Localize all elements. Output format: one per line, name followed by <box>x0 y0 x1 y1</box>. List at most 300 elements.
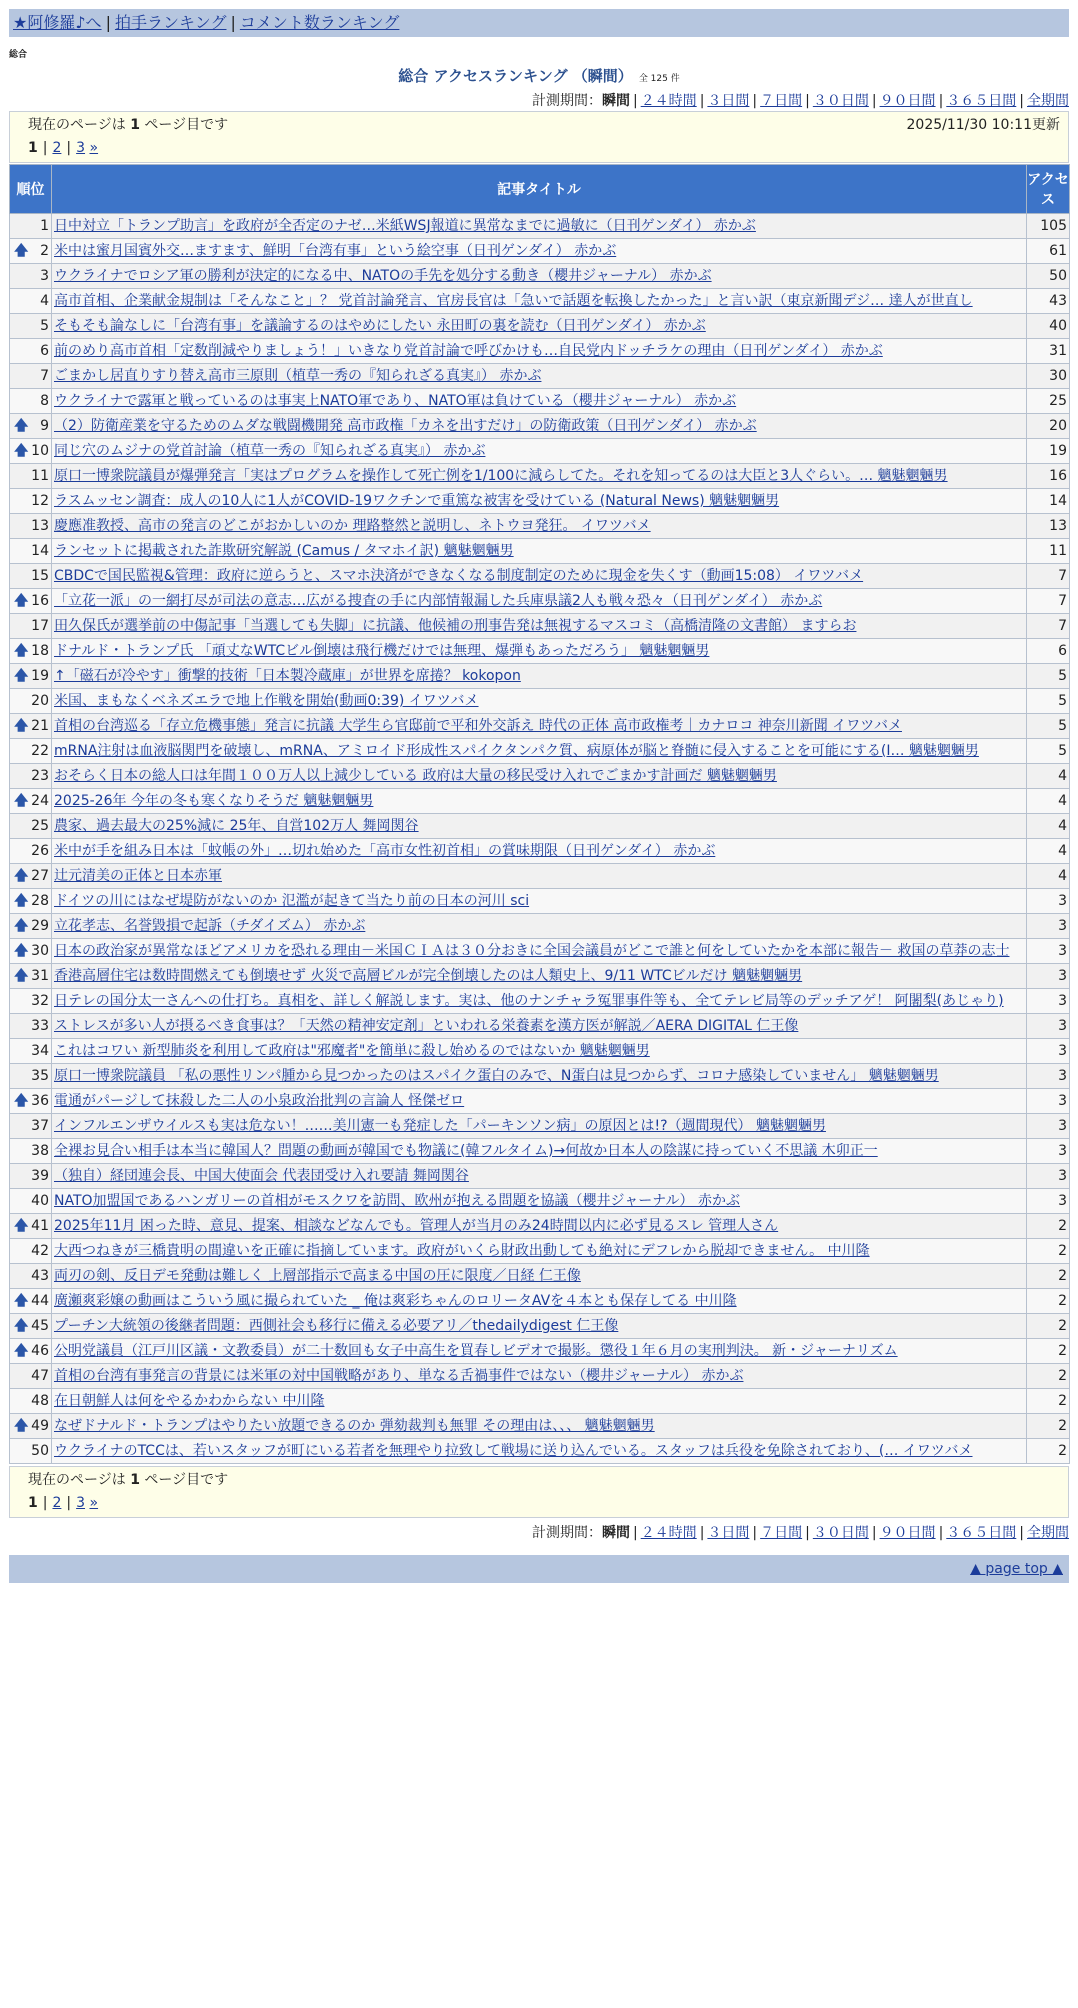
rank-number: 43 <box>31 1268 49 1284</box>
table-row <box>10 514 1070 539</box>
table-row <box>10 1389 1070 1414</box>
article-link[interactable]: これはコワい 新型肺炎を利用して政府は"邪魔者"を簡単に殺し始めるのではないか 魑魅魍魎男 <box>54 1043 650 1059</box>
clap-ranking-link[interactable]: 拍手ランキング <box>114 13 227 32</box>
page-status-top <box>9 111 1069 163</box>
up-arrow-icon: 🡅 <box>14 668 29 684</box>
article-link[interactable]: 辻元清美の正体と日本赤軍 <box>54 868 222 884</box>
article-link[interactable]: 慶應准教授、高市の発言のどこがおかしいのか 理路整然と説明し、ネトウヨ発狂。 イワツバメ <box>54 518 651 534</box>
access-count: 5 <box>1027 714 1070 739</box>
title-cell <box>52 1114 1027 1139</box>
category-label: 総合 <box>9 50 28 60</box>
access-count: 7 <box>1027 564 1070 589</box>
up-arrow-icon: 🡅 <box>14 893 29 909</box>
article-link[interactable]: 香港高層住宅は数時間燃えても倒壊せず 火災で高層ビルが完全倒壊したのは人類史上、9/11 WTCビルだけ 魑魅魍魎男 <box>54 968 803 984</box>
rank-cell <box>10 1139 52 1164</box>
article-link[interactable]: なぜドナルド・トランプはやりたい放題できるのか 弾劾裁判も無罪 その理由は、、、 魑魅魍魎男 <box>54 1418 655 1434</box>
table-row <box>10 1214 1070 1239</box>
access-count: 61 <box>1027 239 1070 264</box>
rank-number: 28 <box>31 893 49 909</box>
table-row <box>10 489 1070 514</box>
article-link[interactable]: 「立花一派」の一網打尽が司法の意志…広がる捜査の手に内部情報漏した兵庫県議2人も戦々恐々（日刊ゲンダイ） 赤かぶ <box>54 593 823 609</box>
table-row <box>10 289 1070 314</box>
title-cell <box>52 1439 1027 1464</box>
rank-number: 39 <box>31 1168 49 1184</box>
period-option-7[interactable]: 全期間 <box>1027 1525 1069 1541</box>
page-title: 総合 アクセスランキング （瞬間） <box>398 67 633 85</box>
table-row <box>10 839 1070 864</box>
rank-number: 33 <box>31 1018 49 1034</box>
access-count: 20 <box>1027 414 1070 439</box>
page-top-link[interactable]: ▲ page top ▲ <box>970 1561 1063 1577</box>
access-count: 5 <box>1027 739 1070 764</box>
up-arrow-icon: 🡅 <box>14 1418 29 1434</box>
title-cell <box>52 414 1027 439</box>
access-count: 2 <box>1027 1389 1070 1414</box>
rank-number: 21 <box>31 718 49 734</box>
article-link[interactable]: 米国、まもなくベネズエラで地上作戦を開始(動画0:39) イワツバメ <box>54 693 479 709</box>
page-status-bottom <box>9 1466 1069 1518</box>
table-row <box>10 939 1070 964</box>
pager-next-link[interactable]: » <box>89 1495 99 1511</box>
rank-cell <box>10 1314 52 1339</box>
table-row <box>10 614 1070 639</box>
rank-number: 20 <box>31 693 49 709</box>
access-count: 4 <box>1027 764 1070 789</box>
rank-cell <box>10 1414 52 1439</box>
rank-cell <box>10 1264 52 1289</box>
access-count: 2 <box>1027 1289 1070 1314</box>
article-link[interactable]: 廣瀬爽彩嬢の動画はこういう風に撮られていた _ 俺は爽彩ちゃんのロリータAVを４本とも保存してる 中川隆 <box>54 1293 737 1309</box>
article-link[interactable]: 首相の台湾巡る「存立危機事態」発言に抗議 大学生ら官邸前で平和外交訴え 時代の正体 高市政権考｜カナロコ 神奈川新聞 イワツバメ <box>54 718 902 734</box>
rank-cell <box>10 889 52 914</box>
table-row <box>10 589 1070 614</box>
period-option-2[interactable]: ３日間 <box>707 1525 750 1541</box>
article-link[interactable]: 日中対立「トランプ助言」を政府が全否定のナゼ…米紙WSJ報道に異常なまでに過敏に（日刊ゲンダイ） 赤かぶ <box>54 218 756 234</box>
up-arrow-icon: 🡅 <box>14 1293 29 1309</box>
article-link[interactable]: 高市首相、企業献金規制は「そんなこと」？ 党首討論発言、官房長官は「急いで話題を転換したかった」と言い訳（東京新聞デジ… 達人が世直し <box>54 293 973 309</box>
rank-number: 19 <box>31 668 49 684</box>
rank-number: 8 <box>40 393 49 409</box>
rank-cell <box>10 1189 52 1214</box>
access-count: 4 <box>1027 864 1070 889</box>
table-row <box>10 764 1070 789</box>
access-count: 105 <box>1027 214 1070 239</box>
title-cell <box>52 364 1027 389</box>
article-link[interactable]: 米中が手を組み日本は「蚊帳の外」…切れ始めた「高市女性初首相」の賞味期限（日刊ゲンダイ） 赤かぶ <box>54 843 716 859</box>
rank-number: 1 <box>40 218 49 234</box>
rank-cell <box>10 539 52 564</box>
rank-number: 24 <box>31 793 49 809</box>
rank-number: 34 <box>31 1043 49 1059</box>
title-cell <box>52 1364 1027 1389</box>
pager-page-3[interactable]: 3 <box>76 1495 86 1511</box>
rank-cell <box>10 689 52 714</box>
article-link[interactable]: 在日朝鮮人は何をやるかわからない 中川隆 <box>54 1393 325 1409</box>
separator: | <box>1019 93 1024 109</box>
access-count: 3 <box>1027 1164 1070 1189</box>
access-count: 3 <box>1027 914 1070 939</box>
access-count: 2 <box>1027 1414 1070 1439</box>
rank-cell <box>10 1089 52 1114</box>
separator: | <box>66 1495 72 1511</box>
title-cell <box>52 864 1027 889</box>
access-count: 3 <box>1027 939 1070 964</box>
table-row <box>10 1414 1070 1439</box>
period-option-1[interactable]: ２４時間 <box>640 93 697 109</box>
access-count: 50 <box>1027 264 1070 289</box>
title-cell <box>52 964 1027 989</box>
rank-cell <box>10 239 52 264</box>
total-count: 全 125 件 <box>638 74 680 84</box>
rank-number: 37 <box>31 1118 49 1134</box>
article-link[interactable]: ↑「磁石が冷やす」衝撃的技術「日本製冷蔵庫」が世界を席捲？ kokopon <box>54 668 521 684</box>
period-current: 瞬間 <box>601 1525 630 1541</box>
separator: | <box>632 1525 638 1541</box>
rank-cell <box>10 339 52 364</box>
article-link[interactable]: （独自）経団連会長、中国大使面会 代表団受け入れ要請 舞岡関谷 <box>54 1168 469 1184</box>
rank-number: 10 <box>31 443 49 459</box>
article-link[interactable]: （2）防衛産業を守るためのムダな戦闘機開発 高市政権「カネを出すだけ」の防衛政策（日刊ゲンダイ） 赤かぶ <box>54 418 757 434</box>
title-cell <box>52 914 1027 939</box>
comment-ranking-link[interactable]: コメント数ランキング <box>239 13 400 32</box>
rank-number: 17 <box>31 618 49 634</box>
table-row <box>10 439 1070 464</box>
period-option-4[interactable]: ３０日間 <box>812 1525 869 1541</box>
title-cell <box>52 789 1027 814</box>
rank-cell <box>10 514 52 539</box>
article-link[interactable]: そもそも論なしに「台湾有事」を議論するのはやめにしたい 永田町の裏を読む（日刊ゲンダイ） 赤かぶ <box>54 318 706 334</box>
access-count: 43 <box>1027 289 1070 314</box>
title-cell <box>52 1389 1027 1414</box>
article-link[interactable]: 全裸お見合い相手は本当に韓国人？問題の動画が韓国でも物議に(韓フルタイム)→何故か日本人の陰謀に持っていく不思議 木卯正一 <box>54 1143 878 1159</box>
article-link[interactable]: 農家、過去最大の25%減に 25年、自営102万人 舞岡関谷 <box>54 818 419 834</box>
rank-cell <box>10 1289 52 1314</box>
table-row <box>10 464 1070 489</box>
title-cell <box>52 314 1027 339</box>
title-cell <box>52 814 1027 839</box>
table-row <box>10 1239 1070 1264</box>
rank-cell <box>10 1389 52 1414</box>
table-row <box>10 739 1070 764</box>
up-arrow-icon: 🡅 <box>14 968 29 984</box>
period-label: 計測期間： <box>531 1525 602 1541</box>
rank-cell <box>10 714 52 739</box>
up-arrow-icon: 🡅 <box>14 1093 29 1109</box>
pagination-bottom <box>28 1491 1060 1515</box>
table-row <box>10 964 1070 989</box>
access-count: 3 <box>1027 1189 1070 1214</box>
title-cell <box>52 614 1027 639</box>
rank-column-header: 順位 <box>10 165 52 214</box>
article-link[interactable]: 公明党議員（江戸川区議・文教委員）が二十数回も女子中高生を買春しビデオで撮影。懲役１年６月の実刑判決。 新・ジャーナリズム <box>54 1343 898 1359</box>
title-cell <box>52 664 1027 689</box>
article-link[interactable]: ウクライナのTCCは、若いスタッフが町にいる若者を無理やり拉致して戦場に送り込んでいる。スタッフは兵役を免除されており、(… イワツバメ <box>54 1443 973 1459</box>
article-link[interactable]: 原口一博衆院議員 「私の悪性リンパ腫から見つかったのはスパイク蛋白のみで、N蛋白は見つからず、コロナ感染していません」 魑魅魍魎男 <box>54 1068 939 1084</box>
top-nav-bar: ★阿修羅♪へ | 拍手ランキング | コメント数ランキング <box>9 9 1069 37</box>
article-link[interactable]: 同じ穴のムジナの党首討論（植草一秀の『知られざる真実』） 赤かぶ <box>54 443 486 459</box>
rank-number: 15 <box>31 568 49 584</box>
up-arrow-icon: 🡅 <box>14 1343 29 1359</box>
article-link[interactable]: ストレスが多い人が摂るべき食事は？「天然の精神安定剤」といわれる栄養素を漢方医が解説／AERA DIGITAL 仁王像 <box>54 1018 799 1034</box>
separator: | <box>42 140 48 156</box>
table-row <box>10 264 1070 289</box>
article-link[interactable]: 2025年11月 困った時、意見、提案、相談などなんでも。管理人が当月のみ24時間以内に必ず見るスレ 管理人さん <box>54 1218 779 1234</box>
rank-number: 26 <box>31 843 49 859</box>
page-status-text: 現在のページは 1 ページ目です <box>28 1472 229 1488</box>
access-count: 3 <box>1027 1039 1070 1064</box>
access-count: 2 <box>1027 1439 1070 1464</box>
article-link[interactable]: 日本の政治家が異常なほどアメリカを恐れる理由－米国ＣＩＡは３０分おきに全国会議員がどこで誰と何をしていたかを本部に報告－ 救国の草莽の志士 <box>54 943 1010 959</box>
separator: | <box>805 1525 810 1541</box>
pagination-top <box>28 136 1060 160</box>
title-cell <box>52 639 1027 664</box>
rank-cell <box>10 639 52 664</box>
access-count: 3 <box>1027 1064 1070 1089</box>
rank-cell <box>10 614 52 639</box>
table-row <box>10 1289 1070 1314</box>
access-count: 19 <box>1027 439 1070 464</box>
rank-cell <box>10 1339 52 1364</box>
separator: | <box>632 93 638 109</box>
article-link[interactable]: 両刃の剣、反日デモ発動は難しく 上層部指示で高まる中国の圧に限度／日経 仁王像 <box>54 1268 581 1284</box>
rank-number: 36 <box>31 1093 49 1109</box>
title-cell <box>52 464 1027 489</box>
rank-number: 14 <box>31 543 49 559</box>
table-row <box>10 414 1070 439</box>
table-row <box>10 889 1070 914</box>
rank-number: 31 <box>31 968 49 984</box>
title-cell <box>52 1014 1027 1039</box>
access-count: 2 <box>1027 1339 1070 1364</box>
rank-cell <box>10 989 52 1014</box>
pager-page-3[interactable]: 3 <box>76 140 86 156</box>
table-row <box>10 864 1070 889</box>
access-column-header: アクセス <box>1027 165 1070 214</box>
table-row <box>10 239 1070 264</box>
access-count: 5 <box>1027 664 1070 689</box>
title-cell <box>52 1164 1027 1189</box>
up-arrow-icon: 🡅 <box>14 643 29 659</box>
article-link[interactable]: ごまかし居直りすり替え高市三原則（植草一秀の『知られざる真実』） 赤かぶ <box>54 368 542 384</box>
article-link[interactable]: mRNA注射は血液脳関門を破壊し、mRNA、アミロイド形成性スパイクタンパク質、病原体が脳と脊髄に侵入することを可能にする(I… 魑魅魍魎男 <box>54 743 979 759</box>
up-arrow-icon: 🡅 <box>14 943 29 959</box>
table-row <box>10 1314 1070 1339</box>
access-count: 2 <box>1027 1214 1070 1239</box>
title-cell <box>52 839 1027 864</box>
title-cell <box>52 589 1027 614</box>
article-link[interactable]: ドナルド・トランプ氏 「頑丈なWTCビル倒壊は飛行機だけでは無理、爆弾もあっただろう」 魑魅魍魎男 <box>54 643 710 659</box>
title-cell <box>52 714 1027 739</box>
rank-cell <box>10 1164 52 1189</box>
article-link[interactable]: NATO加盟国であるハンガリーの首相がモスクワを訪問、欧州が抱える問題を協議（櫻井ジャーナル） 赤かぶ <box>54 1193 741 1209</box>
rank-number: 18 <box>31 643 49 659</box>
separator: | <box>805 93 810 109</box>
period-option-5[interactable]: ９０日間 <box>879 93 936 109</box>
up-arrow-icon: 🡅 <box>14 918 29 934</box>
rank-number: 32 <box>31 993 49 1009</box>
rank-cell <box>10 789 52 814</box>
period-option-6[interactable]: ３６５日間 <box>946 93 1017 109</box>
rank-cell <box>10 1014 52 1039</box>
rank-number: 11 <box>31 468 49 484</box>
separator: | <box>752 1525 758 1541</box>
ranking-heading <box>9 65 1069 86</box>
title-cell <box>52 1339 1027 1364</box>
article-link[interactable]: 米中は蜜月国賓外交…ますます、鮮明「台湾有事」という絵空事（日刊ゲンダイ） 赤かぶ <box>54 243 617 259</box>
access-count: 2 <box>1027 1314 1070 1339</box>
access-count: 4 <box>1027 839 1070 864</box>
period-option-7[interactable]: 全期間 <box>1027 93 1069 109</box>
table-row <box>10 989 1070 1014</box>
article-link[interactable]: 電通がパージして抹殺した二人の小泉政治批判の言論人 怪傑ゼロ <box>54 1093 465 1109</box>
table-row <box>10 339 1070 364</box>
rank-number: 16 <box>31 593 49 609</box>
rank-number: 30 <box>31 943 49 959</box>
access-count: 14 <box>1027 489 1070 514</box>
rank-cell <box>10 664 52 689</box>
table-row <box>10 1139 1070 1164</box>
table-row <box>10 1164 1070 1189</box>
title-cell <box>52 739 1027 764</box>
title-cell <box>52 1189 1027 1214</box>
article-link[interactable]: プーチン大統領の後継者問題：西側社会も移行に備える必要アリ／thedailydigest 仁王像 <box>54 1318 619 1334</box>
bottom-bar <box>9 1555 1069 1583</box>
access-count: 16 <box>1027 464 1070 489</box>
title-cell <box>52 339 1027 364</box>
access-count: 3 <box>1027 964 1070 989</box>
pager-next-link[interactable]: » <box>89 140 99 156</box>
article-link[interactable]: 立花孝志、名誉毀損で起訴（チダイズム） 赤かぶ <box>54 918 366 934</box>
period-option-6[interactable]: ３６５日間 <box>946 1525 1017 1541</box>
title-cell <box>52 514 1027 539</box>
page <box>9 0 1069 1583</box>
rank-number: 6 <box>40 343 49 359</box>
pager-page-2[interactable]: 2 <box>52 140 62 156</box>
rank-number: 12 <box>31 493 49 509</box>
table-row <box>10 539 1070 564</box>
rank-number: 23 <box>31 768 49 784</box>
table-row <box>10 1089 1070 1114</box>
separator: | <box>871 93 877 109</box>
article-link[interactable]: ウクライナで露軍と戦っているのは事実上NATO軍であり、NATO軍は負けている（櫻井ジャーナル） 赤かぶ <box>54 393 737 409</box>
rank-cell <box>10 1114 52 1139</box>
rank-cell <box>10 1039 52 1064</box>
article-link[interactable]: 大西つねきが三橋貴明の間違いを正確に指摘しています。政府がいくら財政出動しても絶対にデフレから脱却できません。 中川隆 <box>54 1243 870 1259</box>
rank-cell <box>10 839 52 864</box>
up-arrow-icon: 🡅 <box>14 443 29 459</box>
title-cell <box>52 564 1027 589</box>
separator: | <box>699 93 705 109</box>
title-cell <box>52 1089 1027 1114</box>
rank-cell <box>10 1239 52 1264</box>
title-cell <box>52 439 1027 464</box>
table-row <box>10 1439 1070 1464</box>
article-link[interactable]: CBDCで国民監視&管理：政府に逆らうと、スマホ決済ができなくなる制度制定のために現金を失くす（動画15:08） イワツバメ <box>54 568 864 584</box>
access-count: 3 <box>1027 1139 1070 1164</box>
ranking-table <box>9 164 1070 1464</box>
rank-number: 29 <box>31 918 49 934</box>
table-row <box>10 914 1070 939</box>
separator: | <box>938 93 944 109</box>
rank-cell <box>10 389 52 414</box>
page-status-text: 現在のページは 1 ページ目です <box>28 117 229 133</box>
access-count: 3 <box>1027 989 1070 1014</box>
period-option-5[interactable]: ９０日間 <box>879 1525 936 1541</box>
title-cell <box>52 489 1027 514</box>
rank-cell <box>10 589 52 614</box>
table-row <box>10 639 1070 664</box>
article-link[interactable]: ドイツの川にはなぜ堤防がないのか 氾濫が起きて当たり前の日本の河川 sci <box>54 893 530 909</box>
period-selector-bottom <box>9 1523 1069 1543</box>
article-link[interactable]: 前のめり高市首相「定数削減やりましょう！」いきなり党首討論で呼びかけも…自民党内ドッチラケの理由（日刊ゲンダイ） 赤かぶ <box>54 343 883 359</box>
title-cell <box>52 689 1027 714</box>
access-count: 2 <box>1027 1364 1070 1389</box>
article-link[interactable]: おそらく日本の総人口は年間１００万人以上減少している 政府は大量の移民受け入れでごまかす計画だ 魑魅魍魎男 <box>54 768 777 784</box>
separator: | <box>42 1495 48 1511</box>
access-count: 40 <box>1027 314 1070 339</box>
table-row <box>10 1114 1070 1139</box>
home-link[interactable]: ★阿修羅♪へ <box>13 13 102 32</box>
article-link[interactable]: ウクライナでロシア軍の勝利が決定的になる中、NATOの手先を処分する動き（櫻井ジャーナル） 赤かぶ <box>54 268 712 284</box>
title-cell <box>52 889 1027 914</box>
rank-cell <box>10 1064 52 1089</box>
table-row <box>10 389 1070 414</box>
access-count: 13 <box>1027 514 1070 539</box>
up-arrow-icon: 🡅 <box>14 418 29 434</box>
period-label: 計測期間： <box>531 93 602 109</box>
title-cell <box>52 1289 1027 1314</box>
access-count: 5 <box>1027 689 1070 714</box>
rank-cell <box>10 264 52 289</box>
period-option-2[interactable]: ３日間 <box>707 93 750 109</box>
article-link[interactable]: 日テレの国分太一さんへの仕打ち。真相を、詳しく解説します。実は、他のナンチャラ冤罪事件等も、全てテレビ局等のデッチアゲ！ 阿闍梨(あじゃり) <box>54 993 1004 1009</box>
table-row <box>10 1264 1070 1289</box>
rank-number: 45 <box>31 1318 49 1334</box>
period-option-3[interactable]: ７日間 <box>760 1525 803 1541</box>
period-option-4[interactable]: ３０日間 <box>812 93 869 109</box>
rank-cell <box>10 214 52 239</box>
rank-number: 4 <box>40 293 49 309</box>
pager-page-2[interactable]: 2 <box>52 1495 62 1511</box>
table-row <box>10 564 1070 589</box>
article-link[interactable]: ランセットに掲載された詐欺研究解説 (Camus / タマホイ訳) 魑魅魍魎男 <box>54 543 514 559</box>
separator: | <box>871 1525 877 1541</box>
article-link[interactable]: インフルエンザウイルスも実は危ない！……美川憲一も発症した「パーキンソン病」の原因とは!?（週間現代） 魑魅魍魎男 <box>54 1118 826 1134</box>
article-link[interactable]: 首相の台湾有事発言の背景には米軍の対中国戦略があり、単なる舌禍事件ではない（櫻井ジャーナル） 赤かぶ <box>54 1368 744 1384</box>
access-count: 4 <box>1027 789 1070 814</box>
rank-number: 50 <box>31 1443 49 1459</box>
table-row <box>10 1364 1070 1389</box>
rank-number: 5 <box>40 318 49 334</box>
rank-number: 46 <box>31 1343 49 1359</box>
article-link[interactable]: 原口一博衆院議員が爆弾発言「実はプログラムを操作して死亡例を1/100に減らしてた。それを知ってるのは大臣と3人ぐらい。… 魑魅魍魎男 <box>54 468 948 484</box>
table-row <box>10 1064 1070 1089</box>
period-option-1[interactable]: ２４時間 <box>640 1525 697 1541</box>
rank-cell <box>10 764 52 789</box>
title-cell <box>52 389 1027 414</box>
table-row <box>10 1339 1070 1364</box>
table-row <box>10 664 1070 689</box>
rank-cell <box>10 1364 52 1389</box>
article-link[interactable]: 田久保氏が選挙前の中傷記事「当選しても失脚」に抗議、他候補の刑事告発は無視するマスコミ（高橋清隆の文書館） ますらお <box>54 618 857 634</box>
pager-current-page: 1 <box>28 140 38 156</box>
title-cell <box>52 1314 1027 1339</box>
article-link[interactable]: ラスムッセン調査：成人の10人に1人がCOVID-19ワクチンで重篤な被害を受けている (Natural News) 魑魅魍魎男 <box>54 493 780 509</box>
article-link[interactable]: 2025-26年 今年の冬も寒くなりそうだ 魑魅魍魎男 <box>54 793 374 809</box>
period-option-3[interactable]: ７日間 <box>760 93 803 109</box>
title-cell <box>52 1264 1027 1289</box>
rank-number: 47 <box>31 1368 49 1384</box>
